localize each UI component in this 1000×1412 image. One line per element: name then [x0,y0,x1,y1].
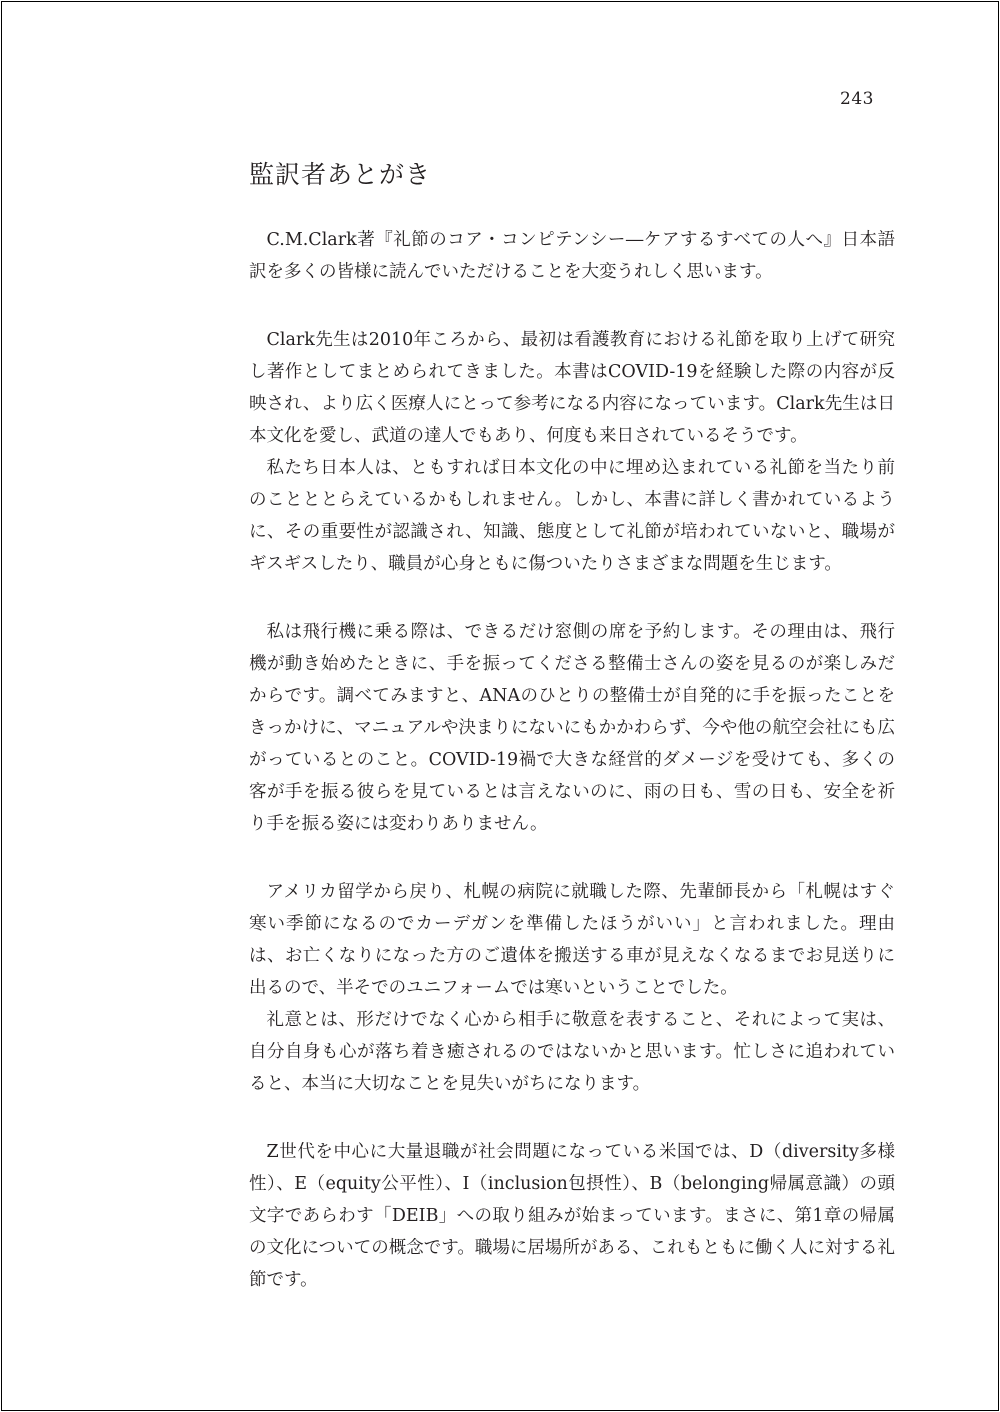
paragraph-sapporo: アメリカ留学から戻り、札幌の病院に就職した際、先輩師長から「札幌はすぐ寒い季節になるのでカーデガンを準備したほうがいい」と言われました。理由は、お亡くなりになった方のご遺体を搬送する車が見えなくなるまでお見送りに出るので、半そでのユニフォームでは寒いということでした。 [249,882,895,998]
paragraph-gap [249,288,895,324]
page-number: 243 [840,89,874,109]
paragraph-intro: C.M.Clark著『礼節のコア・コンピテンシー―ケアするすべての人へ』日本語訳を多くの皆様に読んでいただけることを大変うれしく思います。 [249,230,895,282]
afterword-body [249,224,895,1296]
paragraph-gap [249,840,895,876]
paragraph-airplane: 私は飛行機に乗る際は、できるだけ窓側の席を予約します。その理由は、飛行機が動き始めたときに、手を振ってくださる整備士さんの姿を見るのが楽しみだからです。調べてみますと、ANAのひとりの整備士が自発的に手を振ったことをきっかけに、マニュアルや決まりにないにもかかわらず、今や他の航空会社にも広がっているとのこと。COVID-19禍で大きな経営的ダメージを受けても、多くの客が手を振る彼らを見ているとは言えないのに、雨の日も、雪の日も、安全を祈り手を振る姿には変わりありません。 [249,622,895,834]
paragraph-gap [249,1100,895,1136]
paragraph-deib: Z世代を中心に大量退職が社会問題になっている米国では、D（diversity多様性）、E（equity公平性）、I（inclusion包摂性）、B（belonging帰属意識）の頭文字であらわす「DEIB」への取り組みが始まっています。まさに、第1章の帰属の文化についての概念です。職場に居場所がある、これもともに働く人に対する礼節です。 [249,1142,895,1290]
paragraph-japanese-culture: 私たち日本人は、ともすれば日本文化の中に埋め込まれている礼節を当たり前のことととらえているかもしれません。しかし、本書に詳しく書かれているように、その重要性が認識され、知識、態度として礼節が培われていないと、職場がギスギスしたり、職員が心身ともに傷ついたりさまざまな問題を生じます。 [249,458,895,574]
paragraph-respect: 礼意とは、形だけでなく心から相手に敬意を表すること、それによって実は、自分自身も心が落ち着き癒されるのではないかと思います。忙しさに追われていると、本当に大切なことを見失いがちになります。 [249,1010,895,1094]
paragraph-clark: Clark先生は2010年ころから、最初は看護教育における礼節を取り上げて研究し著作としてまとめられてきました。本書はCOVID-19を経験した際の内容が反映され、より広く医療人にとって参考になる内容になっています。Clark先生は日本文化を愛し、武道の達人でもあり、何度も来日されているそうです。 [249,330,895,446]
paragraph-gap [249,580,895,616]
page-title: 監訳者あとがき [249,160,432,189]
